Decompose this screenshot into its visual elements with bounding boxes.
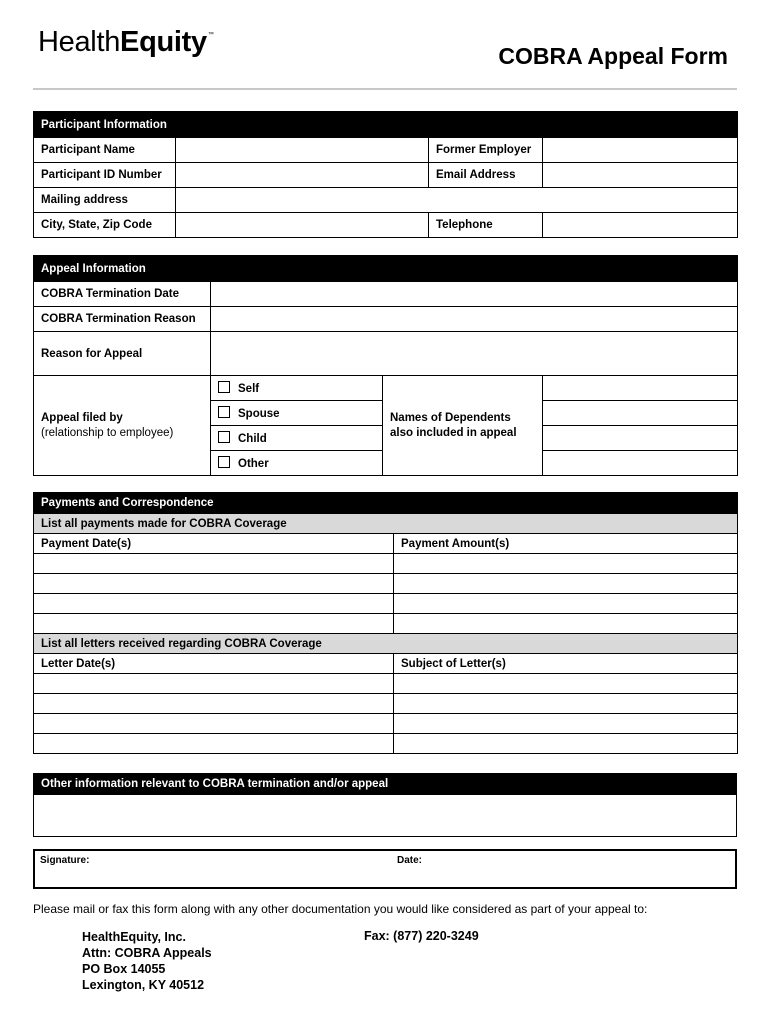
reason-for-appeal-field[interactable] — [211, 332, 738, 376]
option-self[interactable] — [211, 376, 383, 401]
option-child-label: Child — [238, 433, 267, 445]
payment-date-field[interactable] — [34, 554, 394, 574]
participant-information-table — [33, 111, 738, 238]
logo-text-light: Health — [38, 26, 121, 58]
mail-instructions: Please mail or fax this form along with any other documentation you would like considered as part of your appeal to: — [33, 902, 648, 916]
payments-subheading: List all payments made for COBRA Coverage — [34, 514, 738, 534]
other-information-table — [33, 773, 737, 837]
form-title: COBRA Appeal Form — [498, 43, 728, 69]
payment-date-field[interactable] — [34, 614, 394, 634]
participant-name-field[interactable] — [176, 138, 429, 163]
appeal-filed-by-cell — [34, 376, 211, 476]
address-line: Attn: COBRA Appeals — [82, 946, 212, 960]
payment-amount-field[interactable] — [394, 554, 738, 574]
letter-subject-field[interactable] — [394, 734, 738, 754]
termination-date-label: COBRA Termination Date — [34, 282, 211, 307]
payment-amount-field[interactable] — [394, 594, 738, 614]
termination-date-field[interactable] — [211, 282, 738, 307]
appeal-information-heading: Appeal Information — [34, 256, 738, 282]
signature-label: Signature: — [40, 855, 90, 866]
option-self-label: Self — [238, 383, 260, 395]
payments-correspondence-table — [33, 492, 738, 754]
appeal-information-table — [33, 255, 738, 476]
option-spouse[interactable] — [211, 401, 383, 426]
payments-heading: Payments and Correspondence — [34, 493, 738, 514]
appeal-filed-by-sublabel: (relationship to employee) — [41, 426, 174, 439]
option-child[interactable] — [211, 426, 383, 451]
former-employer-label: Former Employer — [429, 138, 543, 163]
payment-amount-field[interactable] — [394, 614, 738, 634]
date-label: Date: — [397, 855, 423, 866]
letter-subject-field[interactable] — [394, 674, 738, 694]
termination-reason-field[interactable] — [211, 307, 738, 332]
dependents-label-line1: Names of Dependents — [390, 411, 511, 424]
letter-date-field[interactable] — [34, 714, 394, 734]
mailing-address-block — [82, 929, 212, 993]
self-checkbox[interactable] — [218, 381, 230, 393]
former-employer-field[interactable] — [543, 138, 738, 163]
other-information-heading: Other information relevant to COBRA termination and/or appeal — [34, 774, 737, 795]
city-state-zip-field[interactable] — [176, 213, 429, 238]
city-state-zip-label: City, State, Zip Code — [34, 213, 176, 238]
participant-id-label: Participant ID Number — [34, 163, 176, 188]
payment-amount-field[interactable] — [394, 574, 738, 594]
termination-reason-label: COBRA Termination Reason — [34, 307, 211, 332]
child-checkbox[interactable] — [218, 431, 230, 443]
payment-amount-header: Payment Amount(s) — [394, 534, 738, 554]
healthequity-logo — [38, 26, 213, 59]
participant-name-label: Participant Name — [34, 138, 176, 163]
mailing-address-label: Mailing address — [34, 188, 176, 213]
participant-information-heading: Participant Information — [34, 112, 738, 138]
letter-subject-field[interactable] — [394, 694, 738, 714]
participant-id-field[interactable] — [176, 163, 429, 188]
payment-date-field[interactable] — [34, 594, 394, 614]
address-line: PO Box 14055 — [82, 962, 166, 976]
dependent-name-field-1[interactable] — [543, 376, 738, 401]
dependent-name-field-2[interactable] — [543, 401, 738, 426]
dependents-label-line2: also included in appeal — [390, 426, 517, 439]
spouse-checkbox[interactable] — [218, 406, 230, 418]
other-information-field[interactable] — [34, 795, 737, 837]
letter-subject-header: Subject of Letter(s) — [394, 654, 738, 674]
logo-text-bold: Equity — [120, 26, 207, 58]
header-divider — [33, 88, 737, 90]
telephone-label: Telephone — [429, 213, 543, 238]
other-checkbox[interactable] — [218, 456, 230, 468]
dependent-name-field-3[interactable] — [543, 426, 738, 451]
logo-trademark: ™ — [207, 32, 214, 38]
letter-subject-field[interactable] — [394, 714, 738, 734]
letters-subheading: List all letters received regarding COBRA Coverage — [34, 634, 738, 654]
dependents-label-cell — [383, 376, 543, 476]
address-line: HealthEquity, Inc. — [82, 930, 186, 944]
option-other[interactable] — [211, 451, 383, 476]
address-line: Lexington, KY 40512 — [82, 978, 205, 992]
signature-box[interactable] — [33, 849, 737, 889]
email-address-label: Email Address — [429, 163, 543, 188]
letter-date-field[interactable] — [34, 674, 394, 694]
payment-date-field[interactable] — [34, 574, 394, 594]
fax-number: Fax: (877) 220-3249 — [364, 929, 479, 943]
letter-date-field[interactable] — [34, 734, 394, 754]
dependent-name-field-4[interactable] — [543, 451, 738, 476]
payment-date-header: Payment Date(s) — [34, 534, 394, 554]
option-spouse-label: Spouse — [238, 408, 280, 420]
mailing-address-field[interactable] — [176, 188, 738, 213]
telephone-field[interactable] — [543, 213, 738, 238]
option-other-label: Other — [238, 458, 269, 470]
letter-date-field[interactable] — [34, 694, 394, 714]
letter-date-header: Letter Date(s) — [34, 654, 394, 674]
appeal-filed-by-label: Appeal filed by — [41, 411, 123, 424]
reason-for-appeal-label: Reason for Appeal — [34, 332, 211, 376]
email-address-field[interactable] — [543, 163, 738, 188]
